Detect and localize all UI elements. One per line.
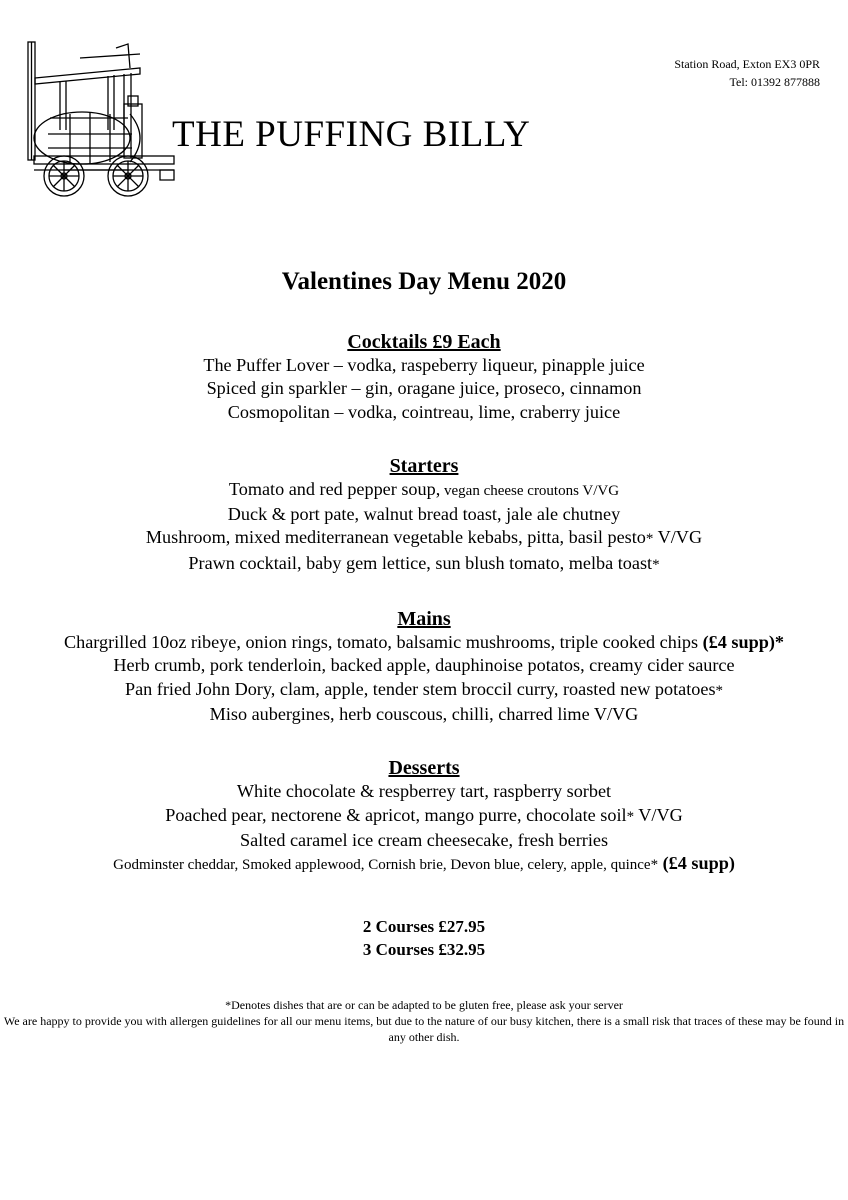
address-line: Station Road, Exton EX3 0PR: [674, 57, 820, 71]
menu-item: Herb crumb, pork tenderloin, backed apple, dauphinoise potatos, creamy cider saurce: [113, 655, 735, 676]
menu-item: Pan fried John Dory, clam, apple, tender stem broccil curry, roasted new potatoes*: [124, 678, 724, 699]
menu-item: Salted caramel ice cream cheesecake, fresh berries: [239, 829, 609, 850]
menu-item: Cosmopolitan – vodka, cointreau, lime, craberry juice: [227, 401, 621, 422]
allergen-note: We are happy to provide you with allergen guidelines for all our menu items, but due to the nature of our busy kitchen, there is a small risk that traces of these may be found in any other dish.: [3, 1014, 845, 1044]
section-title-starters: Starters: [389, 454, 459, 477]
menu-item: Poached pear, nectorene & apricot, mango purre, chocolate soil* V/VG: [165, 804, 683, 825]
steam-locomotive-logo-icon: [20, 38, 192, 200]
section-title-desserts: Desserts: [388, 757, 460, 780]
three-course-price: 3 Courses £32.95: [362, 940, 486, 960]
menu-item: The Puffer Lover – vodka, raspeberry liqueur, pinapple juice: [203, 355, 645, 375]
address-block: [674, 55, 820, 91]
menu-item: Prawn cocktail, baby gem lettice, sun blush tomato, melba toast*: [188, 552, 660, 573]
menu-item: White chocolate & respberrey tart, raspberry sorbet: [236, 781, 612, 802]
restaurant-name: THE PUFFING BILLY: [172, 114, 531, 155]
menu-item: Duck & port pate, walnut bread toast, jale ale chutney: [227, 504, 621, 525]
menu-item: Chargrilled 10oz ribeye, onion rings, tomato, balsamic mushrooms, triple cooked chips (£4 supp)*: [63, 632, 784, 653]
mains-section: [0, 607, 848, 726]
menu-item: Tomato and red pepper soup, vegan cheese croutons V/VG: [228, 478, 620, 499]
section-title-cocktails: Cocktails £9 Each: [347, 331, 501, 353]
menu: [0, 268, 848, 961]
menu-item: Mushroom, mixed mediterranean vegetable kebabs, pitta, basil pesto* V/VG: [145, 527, 703, 548]
menu-item: Spiced gin sparkler – gin, oragane juice, proseco, cinnamon: [206, 378, 642, 399]
starters-section: [0, 454, 848, 577]
price-block: [0, 915, 848, 961]
section-title-mains: Mains: [397, 608, 451, 631]
desserts-section: [0, 756, 848, 877]
cocktails-section: [0, 330, 848, 424]
footer-notes: [0, 997, 848, 1045]
menu-title: Valentines Day Menu 2020: [281, 268, 567, 295]
menu-item: Godminster cheddar, Smoked applewood, Cornish brie, Devon blue, celery, apple, quince* (£4 supp): [113, 853, 735, 874]
menu-item: Miso aubergines, herb couscous, chilli, charred lime V/VG: [209, 703, 639, 724]
gluten-free-note: *Denotes dishes that are or can be adapted to be gluten free, please ask your server: [225, 998, 623, 1012]
two-course-price: 2 Courses £27.95: [362, 917, 486, 937]
phone-line: Tel: 01392 877888: [729, 75, 820, 89]
